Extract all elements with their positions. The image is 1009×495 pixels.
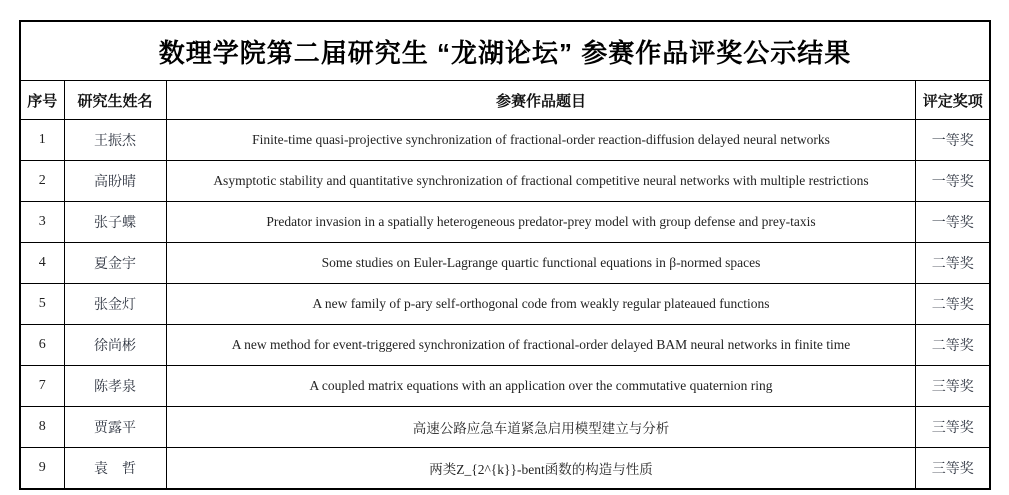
cell-student-name: 徐尚彬 (64, 325, 166, 366)
table-row (20, 202, 990, 243)
cell-award: 一等奖 (916, 202, 990, 243)
table-row (20, 284, 990, 325)
cell-no: 4 (20, 243, 64, 284)
table-body (20, 120, 990, 490)
cell-no: 7 (20, 366, 64, 407)
table-row (20, 120, 990, 161)
cell-award: 一等奖 (916, 120, 990, 161)
cell-entry-title: 高速公路应急车道紧急启用模型建立与分析 (166, 407, 916, 448)
cell-entry-title: Finite-time quasi-projective synchronization of fractional-order reaction-diffusion delayed neural networks (166, 120, 916, 161)
cell-student-name: 陈孝泉 (64, 366, 166, 407)
table-head-section (20, 21, 990, 120)
cell-entry-title: A coupled matrix equations with an application over the commutative quaternion ring (166, 366, 916, 407)
cell-no: 2 (20, 161, 64, 202)
column-header-name: 研究生姓名 (64, 81, 166, 120)
table-row (20, 161, 990, 202)
cell-award: 三等奖 (916, 448, 990, 490)
cell-entry-title: Some studies on Euler-Lagrange quartic functional equations in β-normed spaces (166, 243, 916, 284)
cell-award: 二等奖 (916, 325, 990, 366)
cell-award: 二等奖 (916, 243, 990, 284)
table-title: 数理学院第二届研究生 “龙湖论坛” 参赛作品评奖公示结果 (20, 21, 990, 81)
cell-entry-title: 两类Z_{2^{k}}-bent函数的构造与性质 (166, 448, 916, 490)
table-row (20, 366, 990, 407)
table-row (20, 243, 990, 284)
cell-student-name: 贾露平 (64, 407, 166, 448)
cell-no: 3 (20, 202, 64, 243)
cell-award: 三等奖 (916, 407, 990, 448)
cell-award: 三等奖 (916, 366, 990, 407)
cell-entry-title: Asymptotic stability and quantitative synchronization of fractional competitive neural networks with multiple restrictions (166, 161, 916, 202)
cell-entry-title: Predator invasion in a spatially heterogeneous predator-prey model with group defense and prey-taxis (166, 202, 916, 243)
cell-no: 8 (20, 407, 64, 448)
awards-table (19, 20, 991, 490)
cell-entry-title: A new family of p-ary self-orthogonal code from weakly regular plateaued functions (166, 284, 916, 325)
cell-student-name: 高盼晴 (64, 161, 166, 202)
cell-student-name: 王振杰 (64, 120, 166, 161)
cell-award: 一等奖 (916, 161, 990, 202)
cell-no: 6 (20, 325, 64, 366)
cell-no: 9 (20, 448, 64, 490)
column-header-no: 序号 (20, 81, 64, 120)
cell-no: 5 (20, 284, 64, 325)
cell-student-name: 夏金宇 (64, 243, 166, 284)
column-header-topic: 参赛作品题目 (166, 81, 916, 120)
cell-no: 1 (20, 120, 64, 161)
table-row (20, 407, 990, 448)
cell-student-name: 张金灯 (64, 284, 166, 325)
header-row (20, 81, 990, 120)
cell-student-name: 张子蝶 (64, 202, 166, 243)
title-row (20, 21, 990, 81)
cell-entry-title: A new method for event-triggered synchronization of fractional-order delayed BAM neural networks in finite time (166, 325, 916, 366)
table-row (20, 448, 990, 490)
column-header-award: 评定奖项 (916, 81, 990, 120)
table-row (20, 325, 990, 366)
cell-student-name: 袁 哲 (64, 448, 166, 490)
cell-award: 二等奖 (916, 284, 990, 325)
